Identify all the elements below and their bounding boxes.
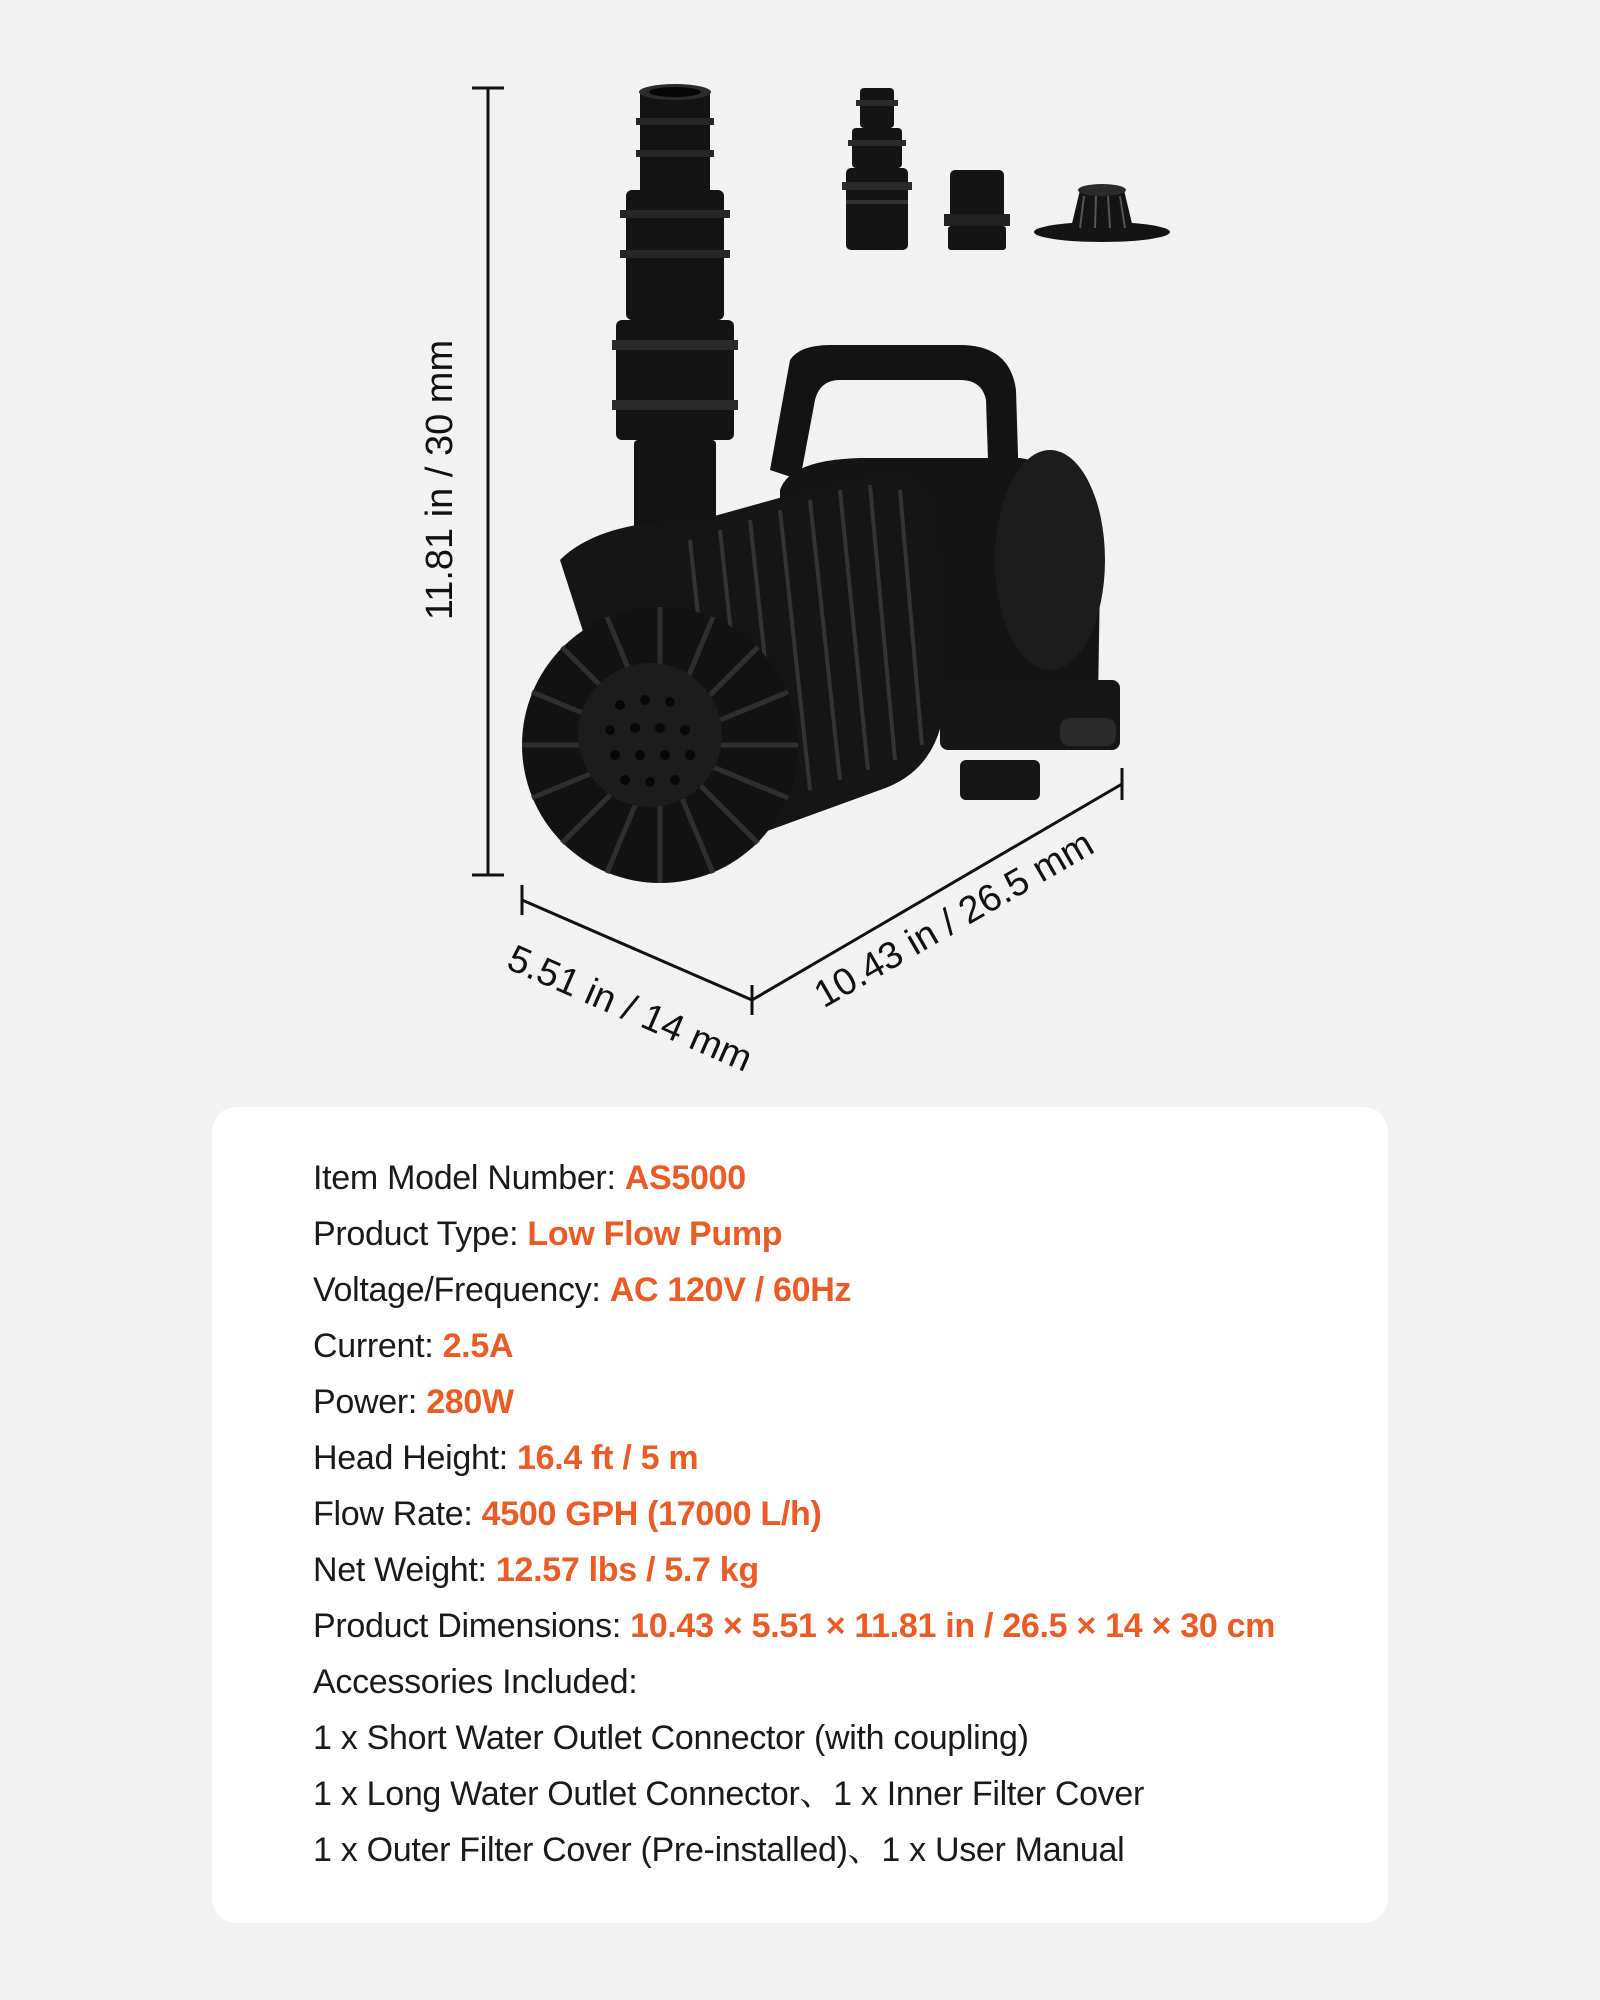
- accessory-line: 1 x Outer Filter Cover (Pre-installed)、1 x User Manual: [313, 1831, 1125, 1869]
- accessories-heading: Accessories Included:: [313, 1663, 638, 1701]
- accessory-line: 1 x Short Water Outlet Connector (with coupling): [313, 1719, 1029, 1757]
- spec-model-number: [313, 1150, 1373, 1206]
- spec-value: Low Flow Pump: [527, 1215, 783, 1253]
- spec-head-height: [313, 1430, 1373, 1486]
- spec-power: [313, 1374, 1373, 1430]
- accessory-line: 1 x Long Water Outlet Connector、1 x Inner Filter Cover: [313, 1775, 1145, 1813]
- spec-label: Product Type:: [313, 1215, 519, 1253]
- spec-label: Net Weight:: [313, 1551, 487, 1589]
- height-dimension-line: [472, 88, 504, 875]
- spec-flow-rate: [313, 1486, 1373, 1542]
- pond-pump: [522, 84, 1120, 883]
- spec-product-dimensions: [313, 1598, 1373, 1654]
- spec-label: Flow Rate:: [313, 1495, 473, 1533]
- spec-current: [313, 1318, 1373, 1374]
- spec-value: 280W: [426, 1383, 514, 1421]
- spec-label: Head Height:: [313, 1439, 508, 1477]
- outlet-pipe: [612, 84, 738, 550]
- spec-value: 10.43 × 5.51 × 11.81 in / 26.5 × 14 × 30 cm: [630, 1607, 1276, 1645]
- short-outlet-connector: [944, 170, 1010, 250]
- spec-label: Current:: [313, 1327, 434, 1365]
- spec-voltage-frequency: [313, 1262, 1373, 1318]
- spec-product-type: [313, 1206, 1373, 1262]
- spec-label: Power:: [313, 1383, 418, 1421]
- spec-value: AC 120V / 60Hz: [609, 1271, 852, 1309]
- specs-list: [313, 1150, 1373, 1878]
- height-dimension-label: 11.81 in / 30 mm: [419, 339, 461, 621]
- filter-drum: [522, 470, 945, 883]
- inner-filter-cover: [1034, 184, 1170, 242]
- spec-label: Item Model Number:: [313, 1159, 616, 1197]
- long-outlet-connector: [842, 88, 912, 250]
- spec-value: AS5000: [624, 1159, 746, 1197]
- spec-value: 12.57 lbs / 5.7 kg: [495, 1551, 759, 1589]
- spec-label: Product Dimensions:: [313, 1607, 621, 1645]
- spec-net-weight: [313, 1542, 1373, 1598]
- spec-value: 16.4 ft / 5 m: [517, 1439, 699, 1477]
- length-dimension-label: 10.43 in / 26.5 mm: [807, 822, 1101, 1017]
- spec-label: Voltage/Frequency:: [313, 1271, 601, 1309]
- spec-value: 4500 GPH (17000 L/h): [481, 1495, 822, 1533]
- spec-value: 2.5A: [442, 1327, 514, 1365]
- width-dimension-label: 5.51 in / 14 mm: [501, 937, 759, 1081]
